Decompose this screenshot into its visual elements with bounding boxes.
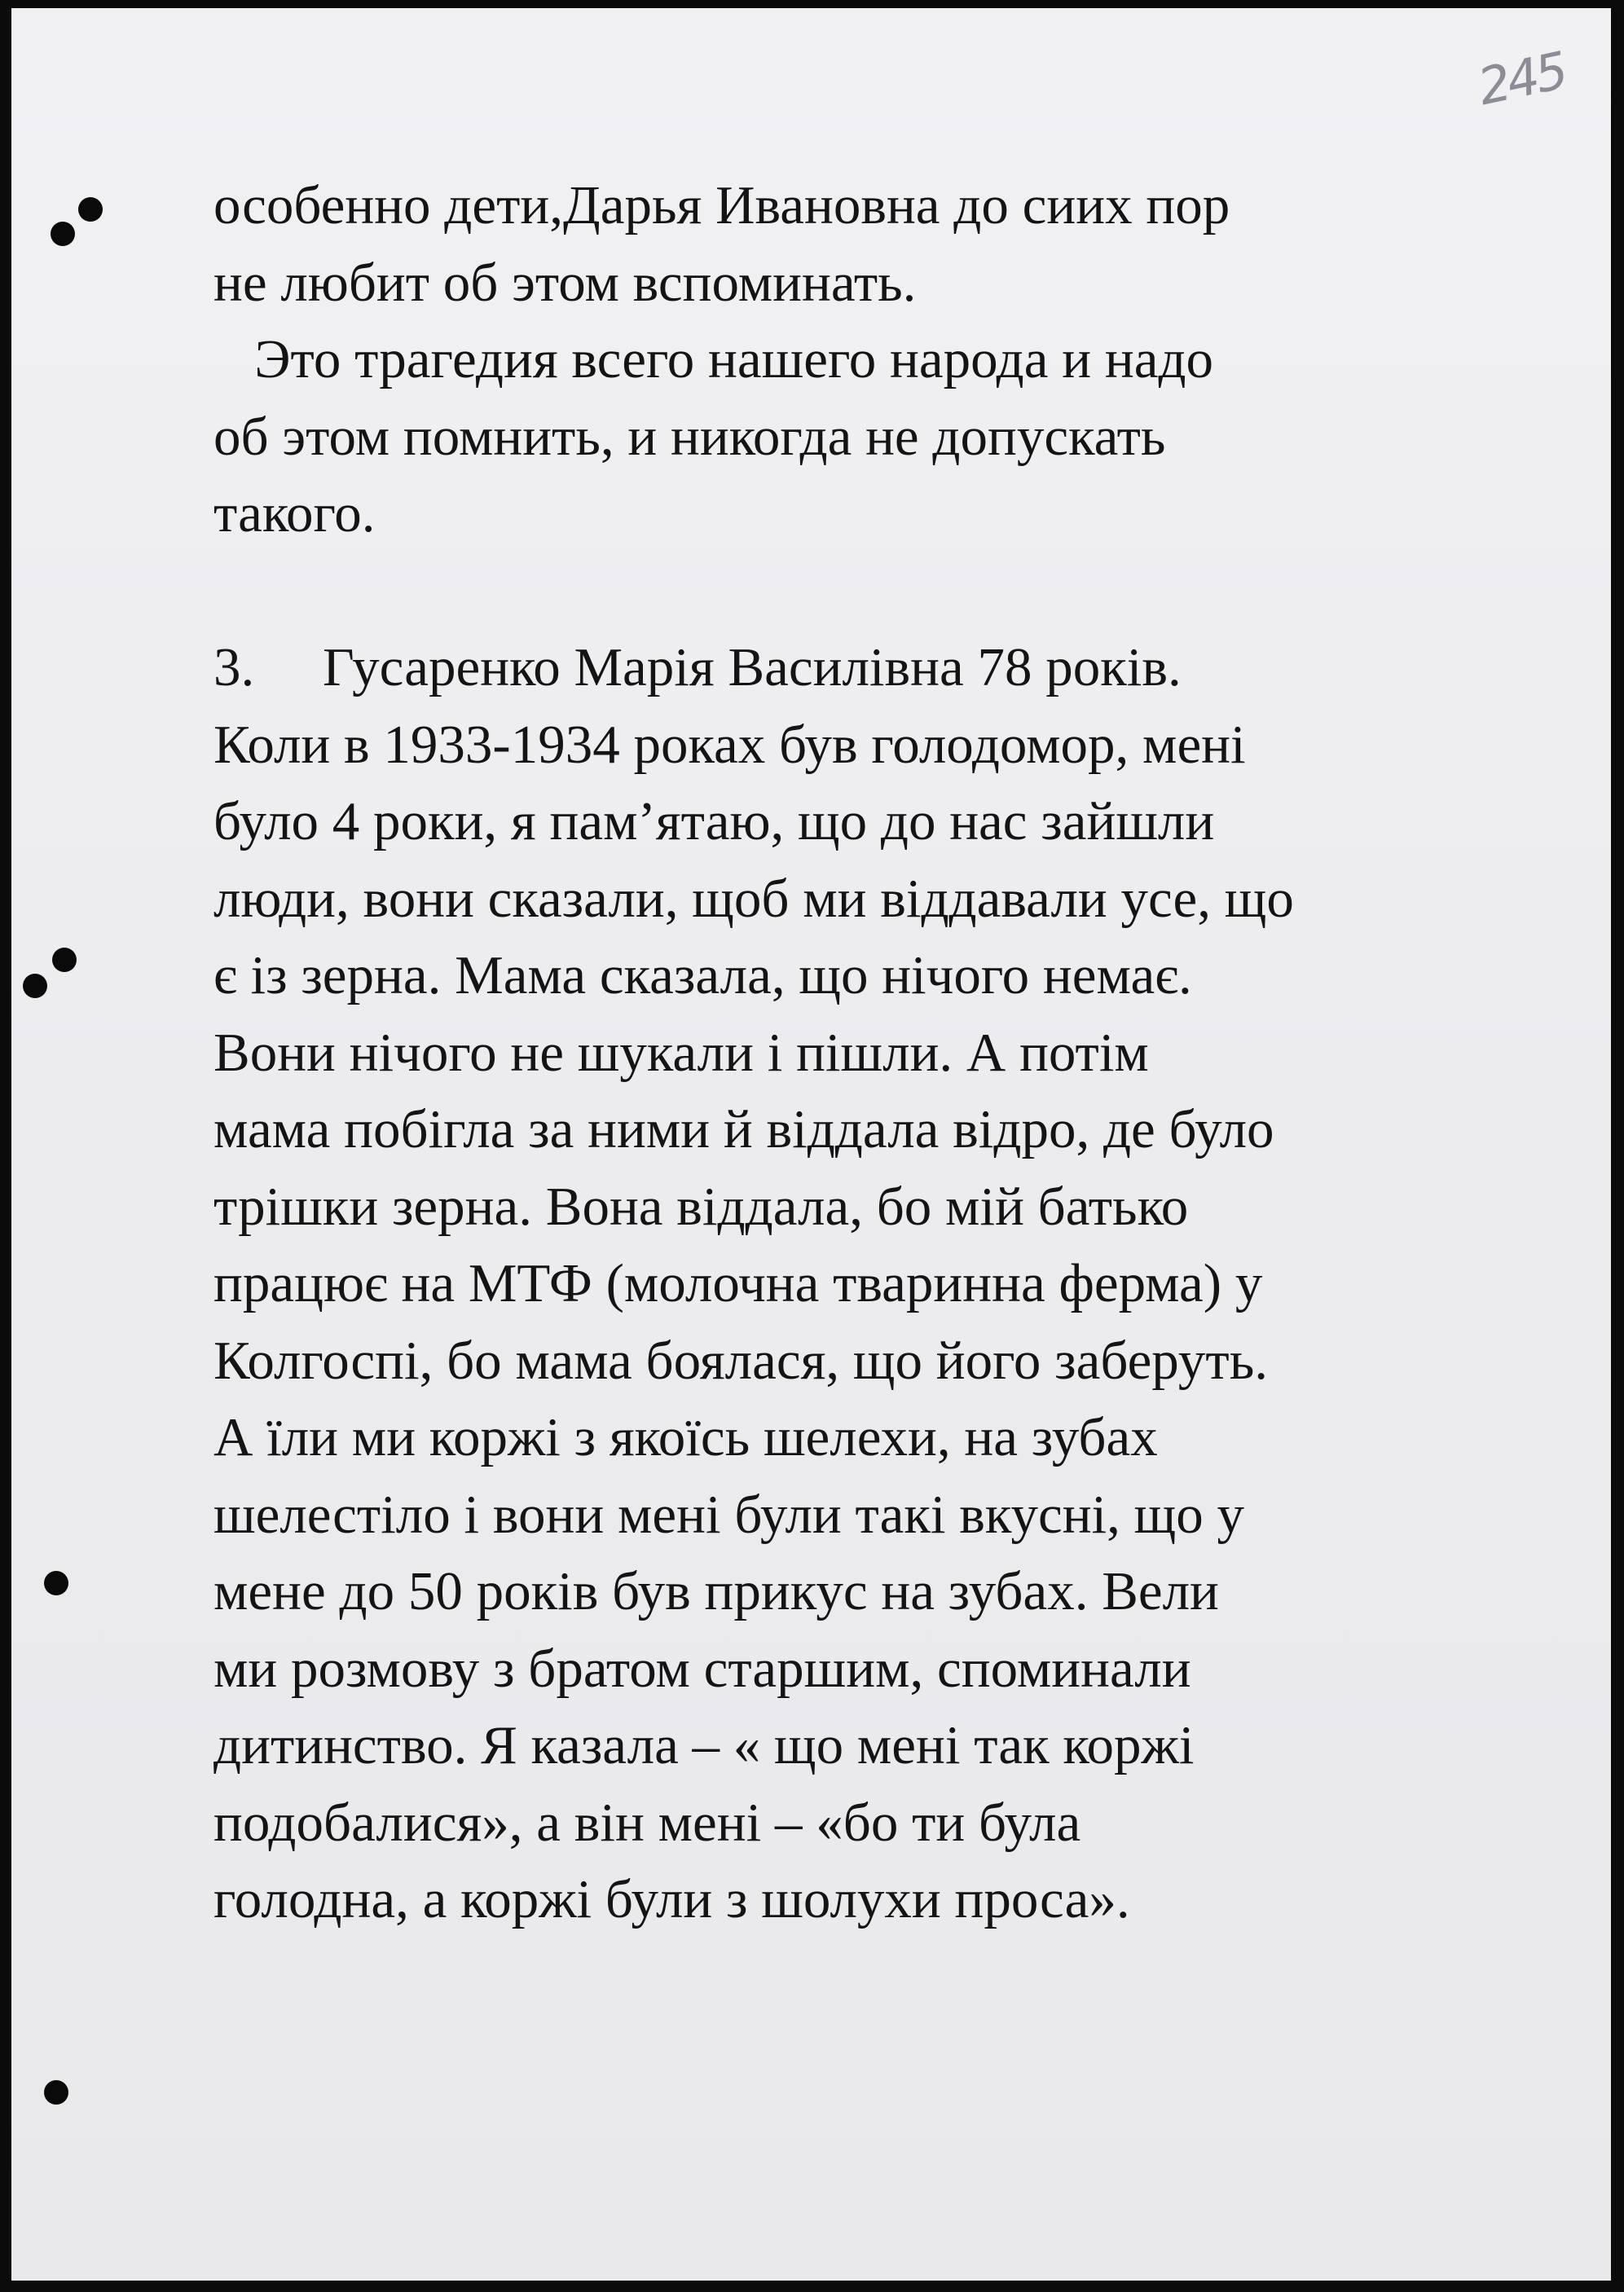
text-line: Коли в 1933-1934 роках був голодомор, мені [213,714,1246,775]
punch-hole [44,2080,68,2105]
text-line: А їли ми коржі з якоїсь шелехи, на зубах [213,1407,1158,1467]
text-line: подобалися», а він мені – «бо ти була [213,1792,1081,1853]
punch-hole [78,197,103,222]
punch-hole [52,948,77,972]
punch-hole [44,1571,68,1595]
text-line: працює на МТФ (молочна тваринна ферма) у [213,1253,1263,1313]
text-line: є із зерна. Мама сказала, що нічого немає. [213,945,1192,1005]
text-line: шелестіло і вони мені були такі вкусні, що у [213,1484,1245,1545]
text-line: не любит об этом вспоминать. [213,252,917,313]
text-line: люди, вони сказали, щоб ми віддавали усе, що [213,868,1294,929]
text-line: дитинство. Я казала – « що мені так коржі [213,1715,1195,1775]
text-line: трішки зерна. Вона віддала, бо мій батько [213,1176,1189,1237]
handwritten-page-number: 245 [1472,40,1570,117]
document-page [11,8,1611,2281]
text-line: Вони нічого не шукали і пішли. А потім [213,1022,1149,1083]
punch-hole [51,222,75,246]
text-line: такого. [213,483,376,543]
text-line: особенно дети,Дарья Ивановна до сиих пор [213,175,1230,235]
text-line: мене до 50 років був прикус на зубах. Вели [213,1561,1219,1621]
text-line: голодна, а коржі були з шолухи проса». [213,1869,1130,1929]
text-line: мама побігла за ними й віддала відро, де було [213,1099,1274,1159]
paragraph-gap [213,552,1509,630]
text-line: було 4 роки, я пам’ятаю, що до нас зайшли [213,791,1215,851]
text-line: об этом помнить, и никогда не допускать [213,406,1166,467]
text-line: Это трагедия всего нашего народа и надо [213,329,1214,389]
text-line: 3. Гусаренко Марія Василівна 78 років. [213,637,1182,697]
document-body [213,167,1509,1938]
text-line: Колгоспі, бо мама боялася, що його заберуть. [213,1330,1269,1391]
punch-hole [23,974,47,998]
text-line: ми розмову з братом старшим, споминали [213,1638,1191,1699]
